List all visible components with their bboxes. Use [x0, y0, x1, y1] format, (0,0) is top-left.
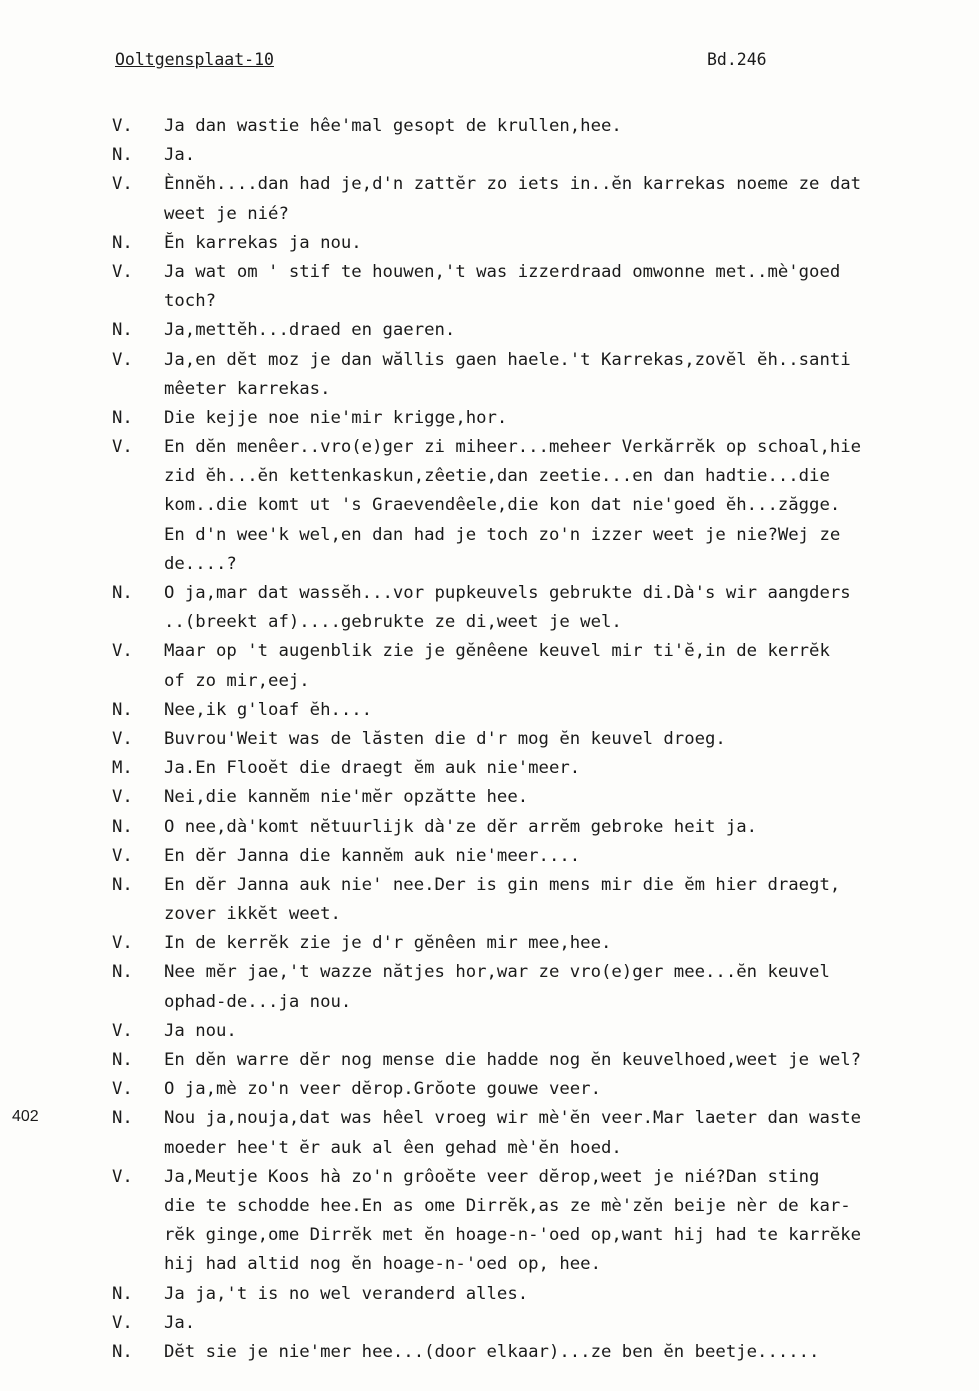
utterance-text: Ĕn karrekas ja nou. — [164, 232, 362, 253]
transcript-line — [112, 258, 979, 287]
utterance-text: Ja. — [164, 1312, 196, 1333]
transcript-line — [112, 958, 979, 987]
utterance-text: Ja.En Flooĕt die draegt ĕm auk nie'meer. — [164, 758, 581, 779]
transcript-line — [112, 929, 979, 958]
speaker-label: N. — [112, 232, 133, 253]
utterance-text: Ja dan wastie hêe'mal gesopt de krullen,hee. — [164, 116, 622, 136]
transcript-line — [112, 754, 979, 783]
transcript-line — [112, 521, 979, 550]
transcript-line — [112, 375, 979, 404]
speaker-label: V. — [112, 261, 133, 282]
utterance-text: Ja,Meutje Koos hà zo'n grôoĕte veer dĕrop,weet je nié?Dan sting — [164, 1166, 820, 1187]
utterance-text: moeder hee't ĕr auk al êen gehad mè'ĕn hoed. — [164, 1137, 622, 1158]
speaker-label: V. — [112, 116, 133, 136]
utterance-text: zid ĕh...ĕn kettenkaskun,zêetie,dan zeetie...en dan hadtie...die — [164, 466, 830, 487]
transcript-line — [112, 608, 979, 637]
utterance-text: Maar op 't augenblik zie je gĕnêene keuvel mir ti'ĕ,in de kerrĕk — [164, 641, 830, 662]
transcript-line — [112, 1221, 979, 1250]
utterance-text: En dĕn warre dĕr nog mense die hadde nog ĕn keuvelhoed,weet je wel? — [164, 1050, 862, 1070]
transcript-line — [112, 462, 979, 491]
utterance-text: O ja,mar dat wassĕh...vor pupkeuvels gebrukte di.Dà's wir aangders — [164, 583, 851, 603]
utterance-text: toch? — [164, 291, 217, 312]
transcript-line — [112, 725, 979, 754]
transcript-line — [112, 1338, 979, 1367]
utterance-text: Ja. — [164, 145, 196, 166]
speaker-label: V. — [112, 349, 133, 370]
utterance-text: Buvrou'Weit was de lăsten die d'r mog ĕn keuvel droeg. — [164, 728, 726, 749]
speaker-label: N. — [112, 583, 133, 603]
utterance-text: En d'n wee'k wel,en dan had je toch zo'n izzer weet je nie?Wej ze — [164, 524, 841, 545]
utterance-text: Ja wat om ' stif te houwen,'t was izzerdraad omwonne met..mè'goed — [164, 261, 841, 282]
transcript-line — [112, 842, 979, 871]
transcript-line — [112, 491, 979, 520]
utterance-text: Dĕt sie je nie'mer hee...(door elkaar)...ze ben ĕn beetje...... — [164, 1341, 820, 1362]
speaker-label: N. — [112, 962, 133, 983]
speaker-label: V. — [112, 1312, 133, 1333]
speaker-label: V. — [112, 845, 133, 866]
transcript-line — [112, 141, 979, 170]
utterance-text: Nee,ik g'loaf ĕh.... — [164, 699, 373, 720]
utterance-text: Ènnĕh....dan had je,d'n zattĕr zo iets in..ĕn karrekas noeme ze dat — [164, 174, 862, 195]
transcript-line — [112, 813, 979, 842]
speaker-label: N. — [112, 1108, 133, 1129]
transcript-line — [112, 1280, 979, 1309]
speaker-label: V. — [112, 1079, 133, 1100]
utterance-text: Ja ja,'t is no wel veranderd alles. — [164, 1283, 529, 1304]
transcript-line — [112, 112, 979, 141]
document-title: Ooltgensplaat-10 — [115, 50, 274, 69]
utterance-text: de....? — [164, 553, 237, 574]
utterance-text: rĕk ginge,ome Dirrĕk met ĕn hoage-n-'oed op,want hij had te karrĕke — [164, 1225, 862, 1246]
transcript-line — [112, 1309, 979, 1338]
transcript-line — [112, 1163, 979, 1192]
speaker-label: N. — [112, 320, 133, 341]
utterance-text: Nee mĕr jae,'t wazze nătjes hor,war ze vro(e)ger mee...ĕn keuvel — [164, 962, 830, 983]
utterance-text: kom..die komt ut 's Graevendêele,die kon dat nie'goed ĕh...zăgge. — [164, 495, 841, 516]
speaker-label: N. — [112, 816, 133, 837]
transcript-line — [112, 1075, 979, 1104]
utterance-text: hij had altid nog ĕn hoage-n-'oed op, hee. — [164, 1254, 601, 1275]
utterance-text: Ja nou. — [164, 1020, 237, 1041]
transcript-line — [112, 637, 979, 666]
utterance-text: Ja,en dĕt moz je dan wăllis gaen haele.'t Karrekas,zovĕl ĕh..santi — [164, 349, 851, 370]
transcript-line — [112, 579, 979, 608]
utterance-text: zover ikkĕt weet. — [164, 904, 341, 925]
speaker-label: V. — [112, 1166, 133, 1187]
transcript-line — [112, 170, 979, 199]
transcript-body — [112, 112, 979, 1367]
transcript-line — [112, 783, 979, 812]
speaker-label: V. — [112, 437, 133, 458]
utterance-text: mêeter karrekas. — [164, 378, 331, 399]
utterance-text: Die kejje noe nie'mir krigge,hor. — [164, 407, 508, 428]
transcript-line — [112, 696, 979, 725]
utterance-text: In de kerrĕk zie je d'r gĕnêen mir mee,hee. — [164, 933, 612, 954]
speaker-label: N. — [112, 874, 133, 895]
transcript-line — [112, 1134, 979, 1163]
transcript-line — [112, 871, 979, 900]
utterance-text: weet je nié? — [164, 203, 289, 224]
utterance-text: En dĕr Janna die kannĕm auk nie'meer.... — [164, 845, 581, 866]
speaker-label: N. — [112, 145, 133, 166]
band-number: Bd.246 — [707, 50, 767, 69]
transcript-line — [112, 1250, 979, 1279]
transcript-line — [112, 287, 979, 316]
transcript-line — [112, 1192, 979, 1221]
speaker-label: N. — [112, 699, 133, 720]
utterance-text: ..(breekt af)....gebrukte ze di,weet je wel. — [164, 612, 622, 633]
transcript-line — [112, 346, 979, 375]
speaker-label: V. — [112, 1020, 133, 1041]
transcript-line — [112, 200, 979, 229]
speaker-label: N. — [112, 1341, 133, 1362]
utterance-text: Ja,mettĕh...draed en gaeren. — [164, 320, 456, 341]
speaker-label: N. — [112, 1050, 133, 1070]
margin-page-number: 402 — [12, 1108, 39, 1125]
utterance-text: of zo mir,eej. — [164, 670, 310, 691]
transcript-line — [112, 988, 979, 1017]
utterance-text: Nou ja,nouja,dat was hêel vroeg wir mè'ĕn veer.Mar laeter dan waste — [164, 1108, 862, 1129]
speaker-label: N. — [112, 407, 133, 428]
speaker-label: V. — [112, 174, 133, 195]
speaker-label: M. — [112, 758, 133, 779]
transcript-line — [112, 1017, 979, 1046]
utterance-text: die te schodde hee.En as ome Dirrĕk,as ze mè'zĕn beije nèr de kar- — [164, 1195, 851, 1216]
transcript-line — [112, 316, 979, 345]
transcript-line — [112, 900, 979, 929]
speaker-label: N. — [112, 1283, 133, 1304]
transcript-line — [112, 229, 979, 258]
transcript-line — [112, 433, 979, 462]
utterance-text: Nei,die kannĕm nie'mĕr opzătte hee. — [164, 787, 529, 808]
transcript-line — [112, 550, 979, 579]
speaker-label: V. — [112, 641, 133, 662]
utterance-text: En dĕr Janna auk nie' nee.Der is gin mens mir die ĕm hier draegt, — [164, 874, 841, 895]
utterance-text: En dĕn menêer..vro(e)ger zi miheer...meheer Verkărrĕk op schoal,hie — [164, 437, 862, 458]
transcript-line — [112, 1046, 979, 1075]
utterance-text: O ja,mè zo'n veer dĕrop.Grŏote gouwe veer. — [164, 1079, 601, 1100]
speaker-label: V. — [112, 787, 133, 808]
utterance-text: O nee,dà'komt nĕtuurlijk dà'ze dĕr arrĕm gebroke heit ja. — [164, 816, 758, 837]
transcript-line — [112, 667, 979, 696]
speaker-label: V. — [112, 728, 133, 749]
transcript-line — [112, 1104, 979, 1133]
speaker-label: V. — [112, 933, 133, 954]
transcript-line — [112, 404, 979, 433]
utterance-text: ophad-de...ja nou. — [164, 991, 352, 1012]
